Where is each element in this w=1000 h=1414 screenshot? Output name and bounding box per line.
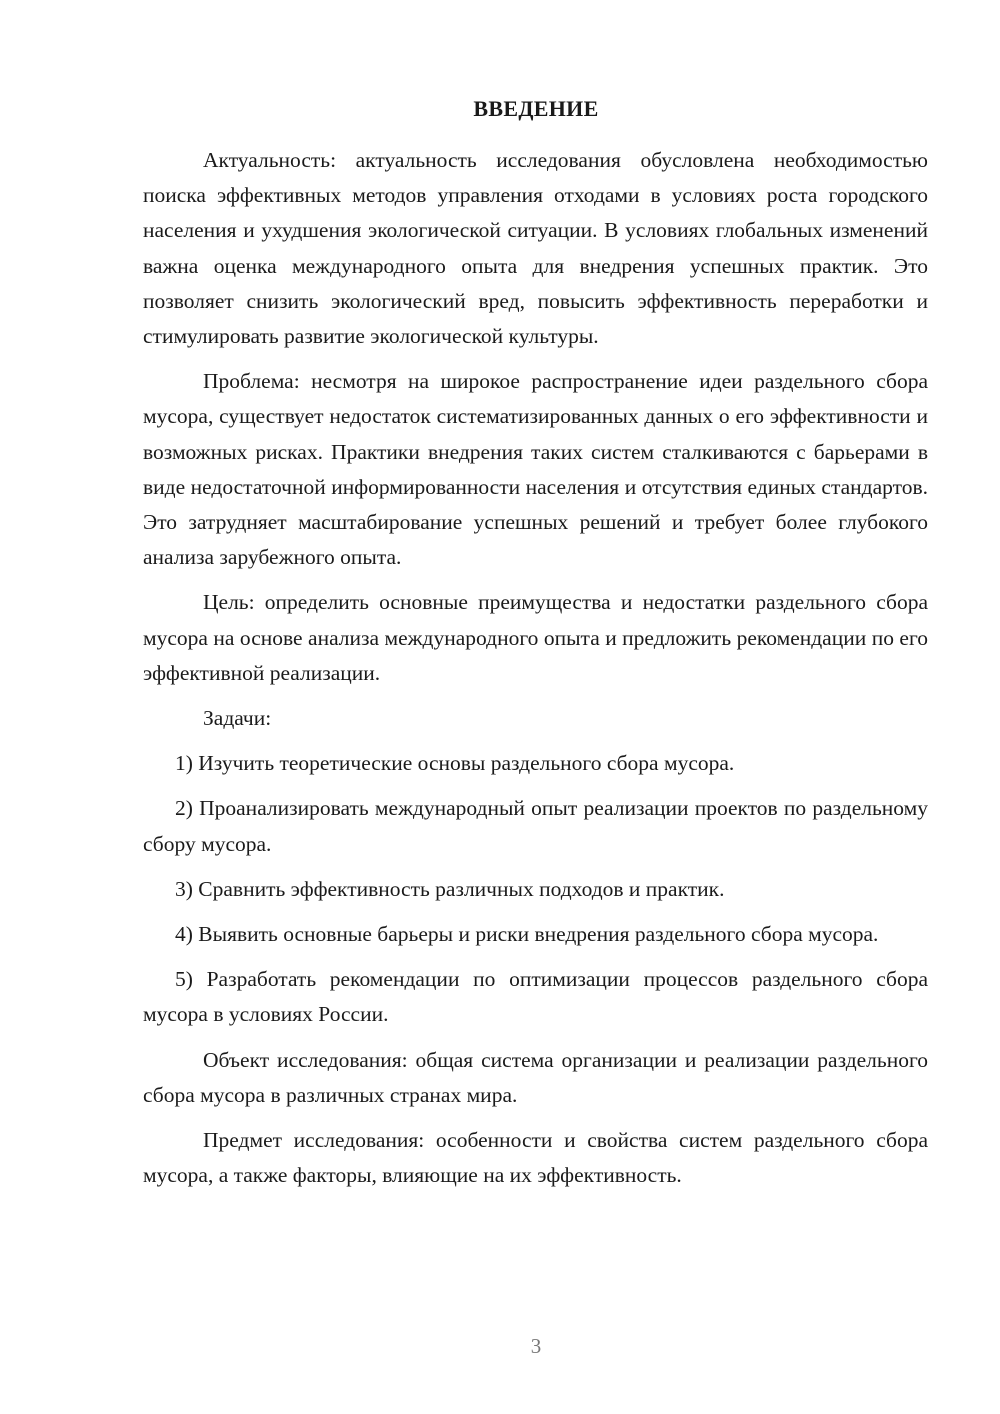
section-title: ВВЕДЕНИЕ [473, 96, 599, 121]
paragraph-problem: Проблема: несмотря на широкое распространение идеи раздельного сбора мусора, существует недостаток систематизированных данных о его эффективности и возможных рисках. Практики внедрения таких систем сталкиваются с барьерами в виде недостаточной информированности населения и отсутствия единых стандартов. Это затрудняет масштабирование успешных решений и требует более глубокого анализа зарубежного опыта. [143, 369, 928, 570]
tasks-heading: Задачи: [203, 706, 272, 731]
task-item: 5) Разработать рекомендации по оптимизации процессов раздельного сбора мусора в условиях России. [143, 967, 928, 1027]
task-item: 3) Сравнить эффективность различных подходов и практик. [175, 876, 725, 901]
task-item: 4) Выявить основные барьеры и риски внедрения раздельного сбора мусора. [175, 922, 879, 947]
paragraph-relevance: Актуальность: актуальность исследования обусловлена необходимостью поиска эффективных методов управления отходами в условиях роста городского населения и ухудшения экологической ситуации. В условиях глобальных изменений важна оценка международного опыта для внедрения успешных практик. Это позволяет снизить экологический вред, повысить эффективность переработки и стимулировать развитие экологической культуры. [143, 148, 928, 349]
document-body [143, 143, 928, 1203]
task-item: 2) Проанализировать международный опыт реализации проектов по раздельному сбору мусора. [143, 796, 928, 856]
paragraph-subject: Предмет исследования: особенности и свойства систем раздельного сбора мусора, а также факторы, влияющие на их эффективность. [143, 1128, 928, 1188]
paragraph-goal: Цель: определить основные преимущества и недостатки раздельного сбора мусора на основе анализа международного опыта и предложить рекомендации по его эффективной реализации. [143, 590, 928, 685]
page-number: 3 [530, 1334, 542, 1358]
paragraph-object: Объект исследования: общая система организации и реализации раздельного сбора мусора в различных странах мира. [143, 1047, 928, 1107]
task-item: 1) Изучить теоретические основы раздельного сбора мусора. [175, 751, 735, 776]
